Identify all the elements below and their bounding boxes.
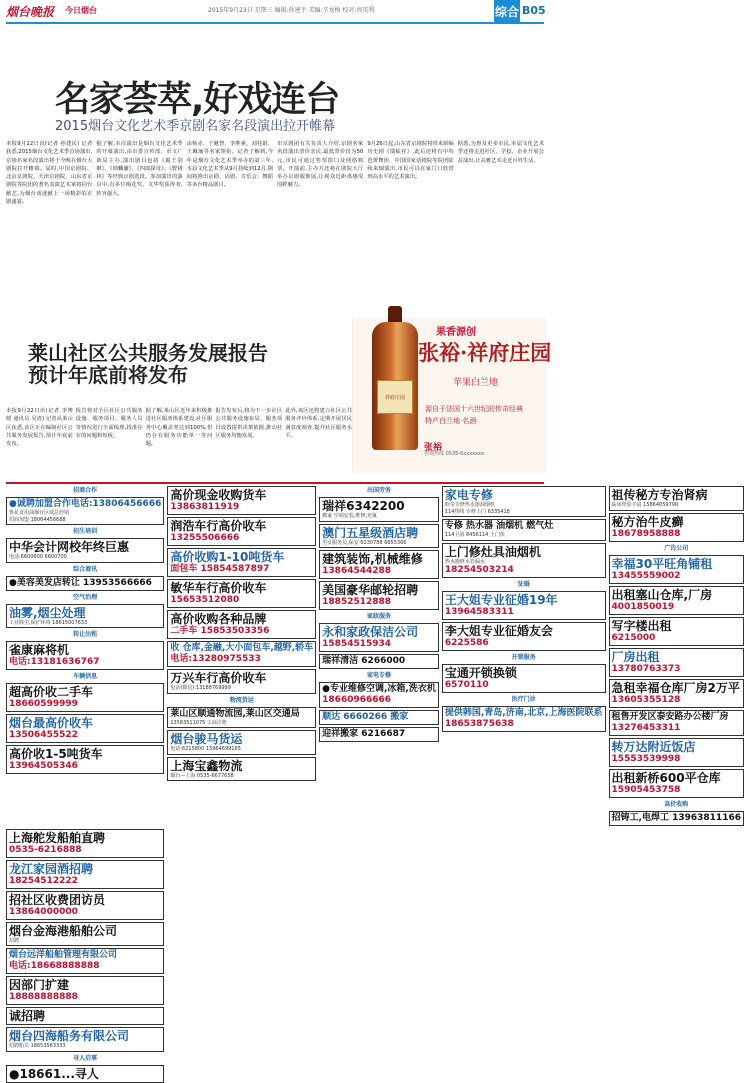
classified-ad[interactable]: [442, 622, 606, 651]
classified-title: 超高价收二手车: [9, 685, 94, 699]
classified-title: 瑞祥清洁 6266000: [322, 656, 406, 666]
classified-ad[interactable]: [319, 581, 439, 610]
classified-detail: 13276453311: [611, 722, 681, 733]
classified-category: 寻人启事: [73, 1054, 98, 1062]
classified-category: 开锁服务: [511, 654, 536, 661]
classified-category: 物流货运: [229, 696, 254, 704]
classified-detail: 6225586: [444, 638, 489, 648]
classified-ad[interactable]: [609, 679, 744, 708]
classified-title: 雀康麻将机: [9, 643, 70, 657]
second-para: 本报9月22日讯(记者 李博媛 通讯员 吴清) 记者从莱山区获悉,该区正在编制社区公共服务发展报告,预计年底前发布。: [6, 408, 73, 448]
classified-title: 收 仓库,金融,大小面包车,越野,轿车: [170, 643, 314, 653]
classified-detail: 15905453758: [611, 784, 681, 795]
classified-ad[interactable]: [609, 555, 744, 584]
ad-line2: 特产白兰地·名酒: [425, 417, 477, 425]
classified-detail: 男女服务员,保安 6230788 6655366: [322, 539, 407, 546]
classified-ad[interactable]: [442, 486, 606, 517]
newspaper-logo: 烟台晚报: [6, 5, 55, 19]
classified-title: 中华会计网校年终巨惠: [9, 540, 130, 554]
classified-category: 转让出租: [73, 631, 98, 638]
classified-title: 祖传秘方专治肾病: [611, 488, 708, 502]
classified-detail: 13864544288: [322, 566, 392, 576]
classified-ad[interactable]: [6, 641, 164, 670]
classified-title: 幸福30平旺角铺租: [611, 556, 713, 571]
bottle-label: 祥府庄园: [377, 380, 413, 414]
classified-title: 急租幸福仓库厂房2万平: [611, 680, 740, 695]
classified-detail: 鲁花食用油烟台区域总经销: [9, 510, 70, 516]
classified-title: 上海宝鑫物流: [170, 758, 243, 773]
classified-title: 上海舵发船舶直聘: [9, 830, 106, 845]
classified-detail: 工业除尘,保护环境 18615007633: [9, 619, 88, 626]
classified-ad[interactable]: [319, 497, 439, 522]
classified-title: 润浩车行高价收车: [170, 519, 267, 533]
classified-ad[interactable]: [609, 617, 744, 646]
classified-column: [609, 486, 744, 826]
classified-ad[interactable]: [6, 891, 164, 920]
lead-para: 据悉,为惠及更多市民,本届文化艺术季还将走进社区、学校、企业开展公益演出,让高雅艺术走近百姓生活。: [457, 141, 544, 164]
classified-ad[interactable]: [442, 664, 606, 693]
classified-title: 莱山区顺通物流园,莱山区交通局: [170, 708, 300, 719]
classified-ad[interactable]: [167, 486, 316, 515]
section-badge: 综合: [494, 0, 520, 22]
classified-detail: 临床经验丰富 15864059790: [611, 502, 679, 508]
classified-title: ●专业维修空调,冰箱,洗衣机: [322, 684, 436, 694]
classified-ad[interactable]: [442, 591, 606, 620]
classified-detail: 搬家 空调安装,维修,充氟: [322, 513, 377, 519]
ad-line1: 源自于法国十六世纪的传奇经典: [425, 405, 523, 413]
classified-title: 烟台四海船务有限公司: [9, 1029, 130, 1043]
classified-detail: 13605355128: [611, 694, 681, 705]
lead-para: 9月26日起,山东省京剧院将带来新编历史剧《瑞蚨祥》,此后还将有中央芭蕾舞团、中国国家话剧院等院团陆续来烟演出,市民可以在家门口欣赏到高水平的艺术演出。: [367, 141, 454, 181]
classified-ad[interactable]: [167, 548, 316, 577]
header-date: 2015年9月23日 星期三 编辑:孙建平 美编:辛龙梅 校对:周英利: [208, 7, 375, 14]
classified-title: 诚招聘: [9, 1009, 46, 1023]
classified-ad[interactable]: [609, 811, 744, 826]
classified-ad[interactable]: [319, 727, 439, 742]
classified-detail: 13506455522: [9, 730, 78, 740]
classified-ad[interactable]: [319, 524, 439, 549]
classified-column: [319, 486, 439, 826]
classified-ad[interactable]: [609, 738, 744, 767]
lead-para: 据了解,本次演出是烟台文化艺术季的开幕演出,由市委宣传部、市文广新局主办,演出剧目包括《霸王别姬》、《锁麟囊》、《四郎探母》、《野猪林》等经典京剧选段。参加演出的演员中,有多位梅花奖、文华奖获得者,阵容强大。: [96, 141, 183, 197]
classified-detail: 电话:6600600 6600700: [9, 554, 67, 560]
classified-detail: 18653875638: [444, 719, 514, 729]
classified-category: 医疗门诊: [511, 696, 536, 703]
classified-detail: 15854515934: [322, 639, 392, 649]
classified-detail: 15653512080: [170, 595, 240, 605]
classified-ad[interactable]: [609, 710, 744, 736]
classified-ad[interactable]: [6, 829, 164, 858]
second-headline-2: 预计年底前将发布: [28, 363, 188, 387]
classified-ad[interactable]: [442, 519, 606, 541]
classified-detail: 招聘船员 18653563333: [9, 1043, 66, 1049]
classified-detail: 电话(微信):13188769999: [170, 685, 231, 691]
classified-title: 家电专修: [444, 488, 493, 502]
classified-category: 招生培训: [73, 528, 98, 535]
classified-detail: 欧帝专修热水器油烟机: [444, 502, 495, 508]
classified-category: 综合商讯: [73, 565, 98, 573]
classified-title: 秘方治牛皮癣: [611, 514, 684, 529]
classified-title: 高价收购1-10吨货车: [170, 550, 285, 564]
classified-title: 出租新桥600平仓库: [611, 770, 721, 785]
classified-ad[interactable]: [167, 707, 316, 729]
page-number: B05: [522, 4, 546, 17]
lead-headline: 名家荟萃,好戏连台: [55, 80, 340, 120]
classified-category: 广告公司: [664, 544, 689, 552]
classified-ad[interactable]: [442, 543, 606, 579]
classified-ad[interactable]: [319, 682, 439, 708]
classified-ad[interactable]: [6, 976, 164, 1005]
classified-title: ●诚聘加盟合作电话:13806456666: [9, 499, 162, 509]
classified-title: 油雾,烟尘处理: [9, 605, 86, 620]
classified-detail: 114热线 专修上门 6335418: [444, 508, 510, 515]
classified-detail: 114卫浴 8456114 上门快: [444, 532, 505, 538]
classified-detail: 18888888888: [9, 992, 78, 1002]
classified-detail: 13780763373: [611, 663, 681, 674]
classified-detail: 电话:18668888888: [9, 961, 100, 971]
classified-detail: 6570110: [444, 680, 489, 690]
classified-detail: 烟台—上海 0535-6677658: [170, 772, 234, 779]
classified-detail: 13964583311: [444, 607, 514, 617]
classified-detail: 18254503214: [444, 565, 514, 575]
classified-ad[interactable]: [319, 623, 439, 652]
classified-detail: 热水器修水管漏水: [444, 558, 485, 565]
classified-title: 万兴车行高价收车: [170, 671, 267, 685]
second-para: 据了解,莱山区近年来积极推进社区服务体系建设,社区服务中心覆盖率达到100%,但仍存在服务功能单一等问题。: [145, 408, 213, 448]
classified-detail: 招商加盟 18064456688: [9, 516, 66, 523]
classified-title: 招铸工,电焊工 13963811166: [611, 812, 741, 823]
classified-title: 招社区收费团访员: [9, 892, 106, 907]
classified-title: 永和家政保洁公司: [322, 625, 419, 639]
classified-category: 家政服务: [367, 613, 392, 620]
classified-detail: 招聘: [9, 937, 20, 944]
ad-company-logo: 张裕: [424, 443, 443, 453]
second-article: [6, 407, 352, 481]
classified-column: [6, 829, 164, 1083]
classified-ad[interactable]: [167, 610, 316, 639]
classified-title: 厂房出租: [611, 649, 660, 664]
classified-category: 空气治理: [73, 593, 98, 601]
lead-para: 本报9月22日讯(记者 孙建民) 记者获悉,2015烟台文化艺术季首场演出,京剧名家名段演出将于今晚在烟台大剧院拉开帷幕。届时,中国京剧院、北京京剧院、天津京剧院、山东省京剧院等院团的著名表演艺术家将同台献艺,为烟台戏迷献上一场精彩的京剧盛宴。: [6, 141, 93, 206]
classified-detail: 18254512222: [9, 875, 78, 886]
classified-detail: 电话:6215800 15964699165: [170, 746, 241, 752]
classified-ad[interactable]: [6, 714, 164, 743]
header-rule: [6, 22, 544, 24]
classified-ad[interactable]: [609, 648, 744, 677]
classified-detail: 13255506666: [170, 533, 240, 543]
classified-title: 写字楼出租: [611, 618, 672, 633]
classified-ad[interactable]: [609, 586, 744, 615]
classified-title: 建筑装饰,机械维修: [322, 552, 423, 566]
classified-ad[interactable]: [6, 576, 164, 591]
classified-detail: 15553539998: [611, 753, 681, 764]
classified-ad[interactable]: [167, 579, 316, 608]
classified-category: 出国劳务: [367, 487, 392, 494]
classified-title: 上门修灶具油烟机: [444, 544, 541, 559]
classifieds-grid: [6, 486, 741, 1081]
classified-category: 征婚: [517, 581, 530, 588]
classified-title: 瑞祥6342200: [322, 499, 405, 513]
classified-ad[interactable]: [6, 683, 164, 712]
classified-title: 烟台骏马货运: [170, 732, 243, 746]
ad-product: 苹果白兰地: [453, 378, 499, 388]
classified-ad[interactable]: [6, 1065, 164, 1083]
classified-title: 迎祥搬家 6216687: [322, 729, 406, 739]
classified-ad[interactable]: [442, 706, 606, 732]
classified-title: 因部门扩建: [9, 978, 70, 992]
classified-title: 王大姐专业征婚19年: [444, 593, 558, 607]
lead-article: [6, 140, 544, 314]
classified-title: 烟台金海港船舶公司: [9, 923, 118, 938]
classified-column: [167, 486, 316, 826]
classified-ad[interactable]: [6, 922, 164, 947]
classified-detail: 13863811919: [170, 502, 240, 512]
classified-ad[interactable]: [609, 769, 744, 798]
classified-column: [442, 486, 606, 826]
classified-ad[interactable]: [6, 1007, 164, 1025]
classified-ad[interactable]: [319, 654, 439, 669]
classified-detail: 电话:13280975533: [170, 654, 261, 664]
classified-title: 烟台远洋船舶管理有限公司: [9, 950, 118, 960]
classified-ad[interactable]: [609, 486, 744, 511]
classified-detail: 18678958888: [611, 528, 681, 539]
classified-ad[interactable]: [609, 513, 744, 542]
classified-ad[interactable]: [6, 538, 164, 563]
second-para: 报告将对全区社区公共服务设施、服务项目、服务人员等情况进行全面梳理,找准存在的问题和短板。: [75, 408, 143, 439]
classified-detail: 13864000000: [9, 906, 78, 917]
classified-detail: 13964505346: [9, 761, 78, 771]
classified-category: 车辆信息: [73, 673, 98, 680]
classified-category: 家电专修: [367, 672, 392, 679]
classified-ad[interactable]: [6, 604, 164, 629]
classified-ad[interactable]: [167, 517, 316, 546]
classified-detail: 18660599999: [9, 699, 78, 709]
classified-detail: 18660966666: [322, 695, 392, 705]
classified-title: 租售开发区泰安路办公楼厂房: [611, 711, 729, 722]
second-para: 此外,该区还将建立社区公共服务评价体系,定期开展居民满意度调查,提升社区服务水平。: [285, 408, 352, 439]
classified-title: 提供韩国,青岛,济南,北京,上海医院联系: [444, 708, 603, 718]
classified-title: 龙江家园酒招聘: [9, 861, 94, 876]
classified-title: ●美容美发店转让 13953566666: [9, 577, 152, 588]
classified-detail: 6215000: [611, 632, 656, 643]
classified-ad[interactable]: [6, 745, 164, 774]
classified-ad[interactable]: [6, 860, 164, 889]
classified-ad[interactable]: [167, 641, 316, 667]
classified-column: [6, 486, 164, 826]
classified-title: 转万达附近饭店: [611, 739, 696, 754]
classified-title: 顺达 6660266 搬家: [322, 712, 409, 722]
second-para: 报告发布后,将为下一步社区公共服务设施布局、服务项目设置提供决策依据,推动社区服务均衡发展。: [215, 408, 283, 439]
ad-note: 咨询热线 0535-6xxxxxxx: [424, 451, 485, 457]
classified-category: 高价收购: [664, 800, 689, 808]
lead-para: 由杨赤、于魁智、李胜素、刘桂娟、王珮瑜等名家领衔。记者了解到,今年是烟台文化艺术季举办的第三年,本届文化艺术季从9月持续到12月,期间将推出京剧、话剧、音乐会、舞蹈等多台精品剧目。: [186, 141, 273, 189]
classified-title: 高价现金收购货车: [170, 488, 267, 502]
classified-ad[interactable]: [6, 948, 164, 974]
classified-detail: 面包车 15854587897: [170, 564, 270, 574]
classified-ad[interactable]: [167, 757, 316, 782]
classified-title: 高价收1-5吨货车: [9, 747, 103, 761]
ad-brand: 张裕·祥府庄园: [418, 340, 552, 365]
classified-ad[interactable]: [6, 497, 164, 525]
classified-title: 高价收购各种品牌: [170, 612, 267, 626]
classified-title: 专修 热水器 油烟机 燃气灶: [444, 521, 554, 531]
classified-ad[interactable]: [319, 550, 439, 579]
classifieds-rule: [6, 482, 544, 484]
classified-detail: 13583511075 工商注册: [170, 719, 227, 726]
header-tag: 今日烟台: [65, 6, 97, 15]
second-headline-1: 莱山社区公共服务发展报告: [28, 341, 268, 365]
classified-detail: 0535-6216888: [9, 844, 82, 855]
classified-category: 招商合作: [73, 487, 98, 494]
classified-detail: 18852512888: [322, 597, 392, 607]
lead-para: 市京剧团有关负责人介绍,京剧名家名段演出票价亲民,最低票价仅为50元,市民可通过售票窗口及网络购票。开演前,主办方还将在剧院大厅举办京剧服饰展,让观众近距离感受国粹魅力。: [277, 141, 364, 189]
classified-title: 李大姐专业征婚友会: [444, 624, 553, 638]
classified-title: 澳门五星级酒店聘: [322, 525, 419, 540]
classified-detail: 13455559002: [611, 570, 681, 581]
classified-ad[interactable]: [319, 710, 439, 725]
ad-slogan: 果香源创: [436, 327, 476, 338]
classified-detail: 二手车 15853503356: [170, 626, 270, 636]
classified-title: 敏华车行高价收车: [170, 581, 267, 595]
classified-title: ●18661...寻人: [9, 1066, 99, 1081]
classified-detail: 4001850019: [611, 601, 675, 612]
lead-subhead: 2015烟台文化艺术季京剧名家名段演出拉开帷幕: [55, 119, 336, 134]
classified-title: 出租塞山仓库,厂房: [611, 587, 713, 602]
classified-ad[interactable]: [6, 1027, 164, 1052]
classified-title: 烟台最高价收车: [9, 716, 94, 730]
classified-detail: 电话:13181636767: [9, 657, 100, 667]
classified-title: 宝通开锁换锁: [444, 666, 517, 680]
classified-ad[interactable]: [167, 669, 316, 694]
classified-title: 美国豪华邮轮招聘: [322, 583, 419, 597]
classified-ad[interactable]: [167, 730, 316, 755]
